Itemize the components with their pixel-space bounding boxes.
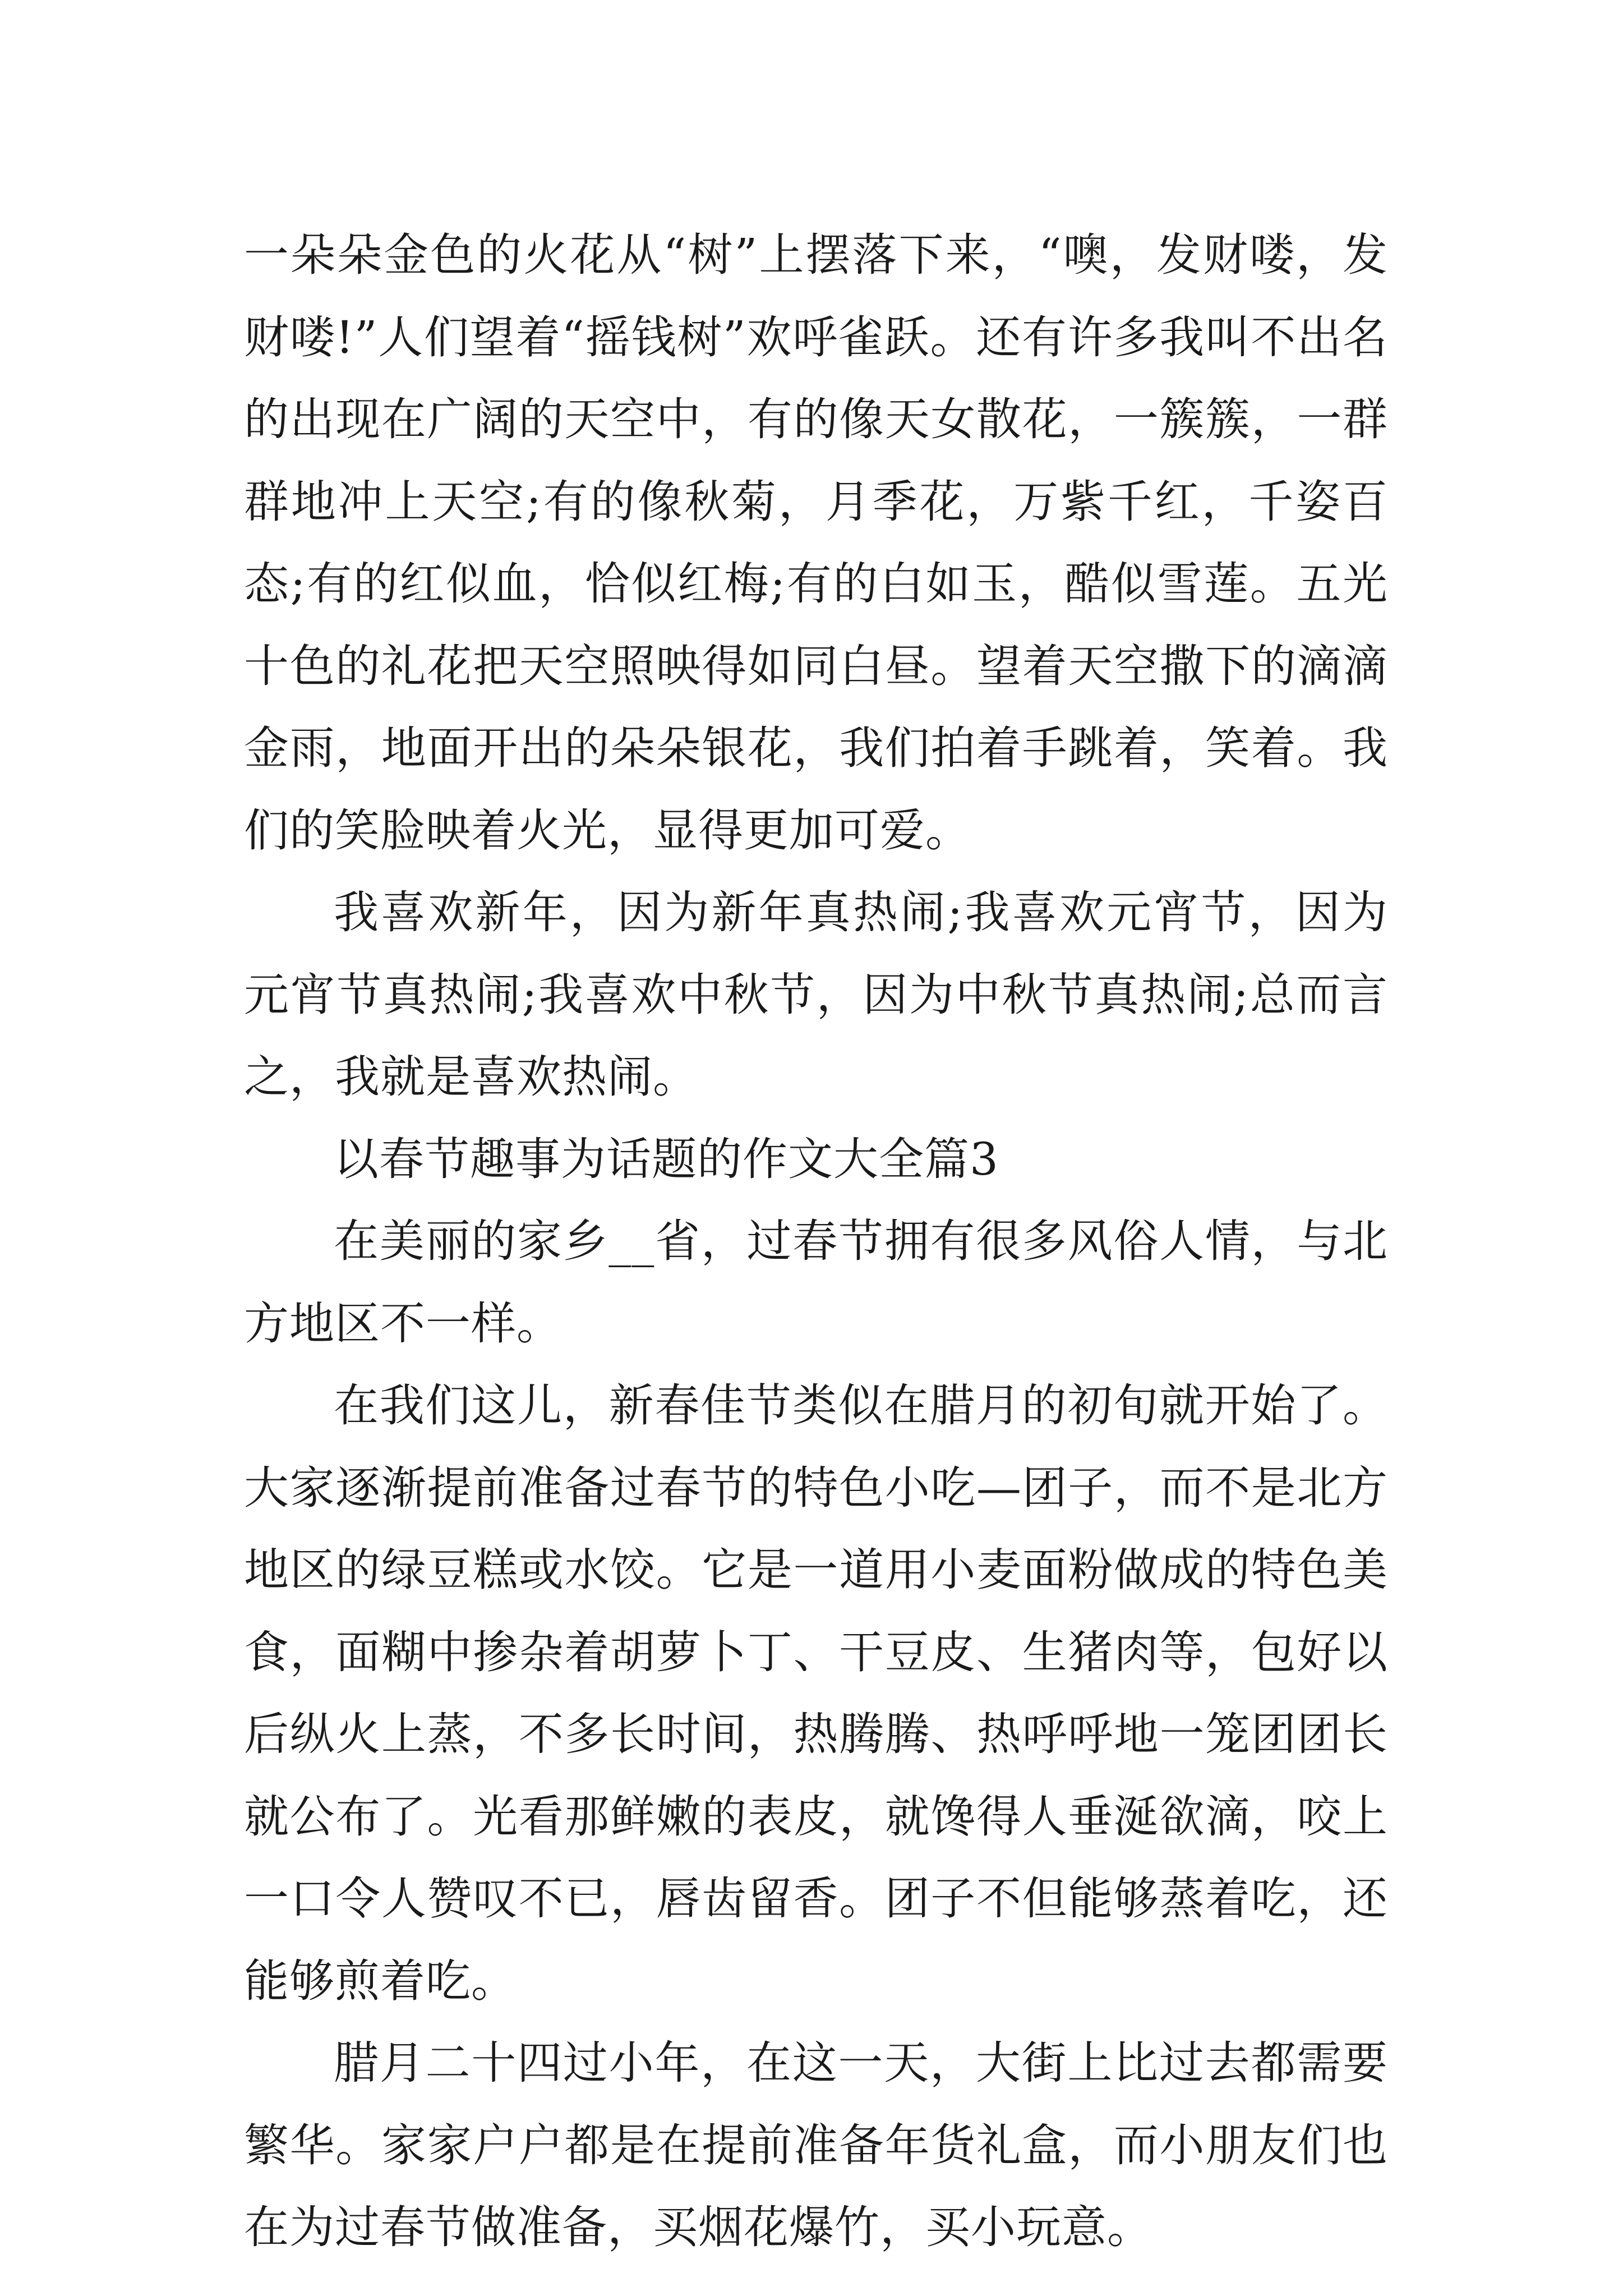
paragraph-hometown: 在美丽的家乡__省，过春节拥有很多风俗人情，与北方地区不一样。 (244, 1215, 1388, 1350)
paragraph-little-new-year: 腊月二十四过小年，在这一天，大街上比过去都需要繁华。家家户户都是在提前准备年货礼盒，而小朋友们也在为过春节做准备，买烟花爆竹，买小玩意。 (244, 2037, 1388, 2253)
document-body (244, 214, 1388, 2269)
paragraph-tuanzi: 在我们这儿，新春佳节类似在腊月的初旬就开始了。大家逐渐提前准备过春节的特色小吃—团子，而不是北方地区的绿豆糕或水饺。它是一道用小麦面粉做成的特色美食，面糊中掺杂着胡萝卜丁、干豆皮、生猪肉等，包好以后纵火上蒸，不多长时间，热腾腾、热呼呼地一笼团团长就公布了。光看那鲜嫩的表皮，就馋得人垂涎欲滴，咬上一口令人赞叹不已，唇齿留香。团子不但能够蒸着吃，还能够煎着吃。 (244, 1379, 1388, 2007)
paragraph-fireworks: 一朵朵金色的火花从“树”上摆落下来，“噢，发财喽，发财喽!”人们望着“摇钱树”欢呼雀跃。还有许多我叫不出名的出现在广阔的天空中，有的像天女散花，一簇簇，一群群地冲上天空;有的像秋菊，月季花，万紫千红，千姿百态;有的红似血，恰似红梅;有的白如玉，酷似雪莲。五光十色的礼花把天空照映得如同白昼。望着天空撒下的滴滴金雨，地面开出的朵朵银花，我们拍着手跳着，笑着。我们的笑脸映着火光，显得更加可爱。 (244, 229, 1388, 857)
paragraph-likes-festivals: 我喜欢新年，因为新年真热闹;我喜欢元宵节，因为元宵节真热闹;我喜欢中秋节，因为中秋节真热闹;总而言之，我就是喜欢热闹。 (244, 886, 1388, 1103)
section-title: 以春节趣事为话题的作文大全篇3 (334, 1133, 999, 1185)
